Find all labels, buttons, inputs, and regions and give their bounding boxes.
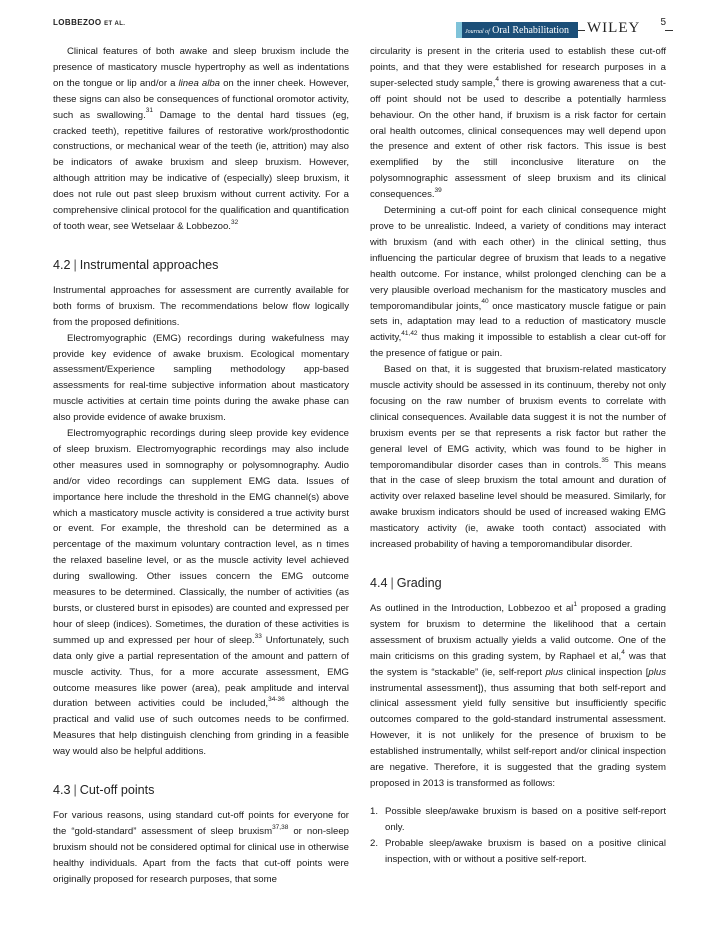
citation: 33 [254, 632, 262, 640]
right-column [370, 44, 666, 868]
header-rule [665, 30, 673, 31]
paragraph: As outlined in the Introduction, Lobbezoo et $al^1$ proposed a grading system for bruxism to determine the likelihood that a certain assessment of bruxism actually yields a valid outcome. One of the main criticisms on this grading system, by Raphael et al,$^4$ was that the system is “stackable” (ie, self-report plus clinical inspection [plus instrumental assessment]), thus assuming that both self-report and clinical assessment yield fully sensitive but insufficiently specific outcomes compared to the gold-standard instrumental assessment. However, it is not unlikely for the presence of bruxism to be established instrumentally, whilst self-report and/or clinical inspection are negative. Therefore, it is suggested that the grading system proposed in 2013 is transformed as follows: [370, 600, 667, 789]
grading-list [370, 804, 666, 868]
citation: 41,42 [401, 330, 418, 338]
list-item: 2. Probable sleep/awake bruxism is based on a positive clinical inspection, with or without a positive self-report. [370, 837, 666, 865]
paragraph: Based on that, it is suggested that bruxism-related masticatory muscle activity should be assessed in its continuum, thereby not only focusing on the raw number of bruxism events to correlate with clinical consequences. Available data suggest it is not the number of bruxism events per se that represents a risk factor but rather the general level of EMG activity, which was found to be higher in temporomandibular disorder cases than in controls.$^{35}$ This means that in the case of sleep bruxism the total amount and duration of activity over relaxed baseline level should be measured. Similarly, for awake bruxism indicators should be used of increased waking EMG masticatory activity (ie, awake tooth contact) associated with increased probability of having a temporomandibular disorder. [370, 364, 666, 551]
citation: 31 [145, 107, 154, 115]
paragraph: Electromyographic (EMG) recordings during wakefulness may provide key evidence of awake bruxism. Ecological momentary assessment/Experience sampling methodology app-based assessments for real-time subjective information about masticatory muscle activities at certain time points during the awake phase can also provide evidence of awake bruxism. [53, 332, 349, 424]
running-head-author: LOBBEZOO [53, 18, 105, 27]
section-heading-4-2: 4.2 | Instrumental approaches [53, 257, 219, 272]
paragraph: Electromyographic recordings during sleep provide key evidence of sleep bruxism. Electromyographic recordings may also include other measures used in somnography or polysomnography. Audio and/or video recordings can supplement EMG data. Issues of importance here include the threshold in the EMG channel(s) above which a masticatory muscle activity is considered a true activity burst or event. For example, the threshold can be determined as a percentage of the maximum voluntary contraction level, as n times the relaxed baseline level, or as the muscle activity level achieved during swallowing. Other issues concern the EMG outcome measures to be determined. Classically, the number of activities (as bursts, or clustered burst in episodes) are counted and expressed per hour of sleep (indices). Sometimes, the duration of these activities is summed up and expressed per hour of sleep.$^{33}$ Unfortunately, such data only give a partial representation of the amount and pattern of muscle activity. Thus, for a more accurate assessment, EMG outcome measures like power (area), peak amplitude and interval duration between activities could be included,$^{34-36}$ although the practical and valid use of such outcomes needs to be confirmed. Measures that help distinguish clenching from grinding in a feasible way would also be helpful additions. [53, 428, 349, 758]
paragraph: Clinical features of both awake and sleep bruxism include the presence of masticatory muscle hypertrophy as well as indentations on the tongue or lip and/or a linea alba on the inner cheek. However, these signs can also be consequences of functional oromotor activity, such as swallowing.$^{31}$ Damage to the dental hard tissues (eg, cracked teeth), repetitive failures of restorative work/prosthodontic constructions, or mechanical wear of the teeth (ie, attrition) may also be indicators of awake bruxism and sleep bruxism. However, although attrition may be indicative of (especially) sleep bruxism, it does not rule out past sleep bruxism without current activity. For a comprehensive clinical protocol for the qualification and quantification of tooth wear, see Wetselaar & Lobbezoo.$^{32}$ [53, 46, 349, 232]
list-item: 1. Possible sleep/awake bruxism is based on a positive self-report only. [370, 805, 666, 833]
paragraph: Determining a cut-off point for each clinical consequence might prove to be unrealistic. Indeed, a variety of conditions may interact with bruxism (and with each other) in the clinical setting, thus influencing the particular degree of bruxism that leads to a negative health outcome. For instance, whilst prolonged clenching can be a very plausible overload mechanism for the masticatory muscles and temporomandibular joints,$^{40}$ once masticatory muscle fatigue or pain sets in, adaptation may lead to a reduction of masticatory muscle activity,$^{41,42}$ thus making it impossible to establish a clear cut-off for the presence of fatigue or pain. [370, 205, 666, 360]
citation: 4 [495, 75, 500, 83]
citation: 39 [434, 186, 442, 194]
citation: 32 [230, 218, 239, 226]
section-heading-4-4: 4.4 | Grading [370, 576, 442, 590]
citation: 35 [601, 457, 609, 465]
header-rule [578, 30, 585, 31]
journal-logo-accent [456, 22, 462, 38]
page-number: 5 [660, 17, 666, 28]
publisher-logo: WILEY [587, 20, 641, 36]
page-header [53, 14, 666, 40]
section-heading-4-3: 4.3 | Cut-off points [53, 783, 155, 798]
journal-prefix: Journal of [465, 29, 490, 35]
citation: 1 [573, 600, 577, 608]
running-head-suffix: ET AL. [104, 21, 126, 27]
journal-logo [456, 22, 578, 38]
paragraph: circularity is present in the criteria used to establish these cut-off points, and that they were established for research purposes in a super-selected study sample,$^4$ there is growing awareness that a cut-off point should not be used to describe a potentially harmless behaviour. On the other hand, if bruxism is a risk factor for certain oral health outcomes, clinical consequences may well depend upon the presence and extent of other risk factors. This issue is best exemplified by the still inconclusive literature on the polysomnographic assessment of sleep bruxism and its clinical consequences.$^{39}$ [370, 46, 666, 201]
paragraph: For various reasons, using standard cut-off points for everyone for the “gold-standard” assessment of sleep bruxism$^{37,38}$ or non-sleep bruxism should not be considered optimal for clinical use in otherwise healthy individuals. Apart from the facts that cut-off points were originally proposed for research purposes, that some [53, 810, 349, 885]
left-column [53, 44, 349, 888]
running-head [53, 18, 125, 27]
citation: 37,38 [272, 823, 289, 831]
citation: 4 [621, 648, 625, 656]
citation: 34-36 [268, 696, 285, 704]
journal-name: Oral Rehabilitation [492, 25, 570, 36]
citation: 40 [481, 298, 489, 306]
paragraph: Instrumental approaches for assessment are currently available for both forms of bruxism. The recommendations below flow logically from the proposed definitions. [53, 284, 349, 328]
